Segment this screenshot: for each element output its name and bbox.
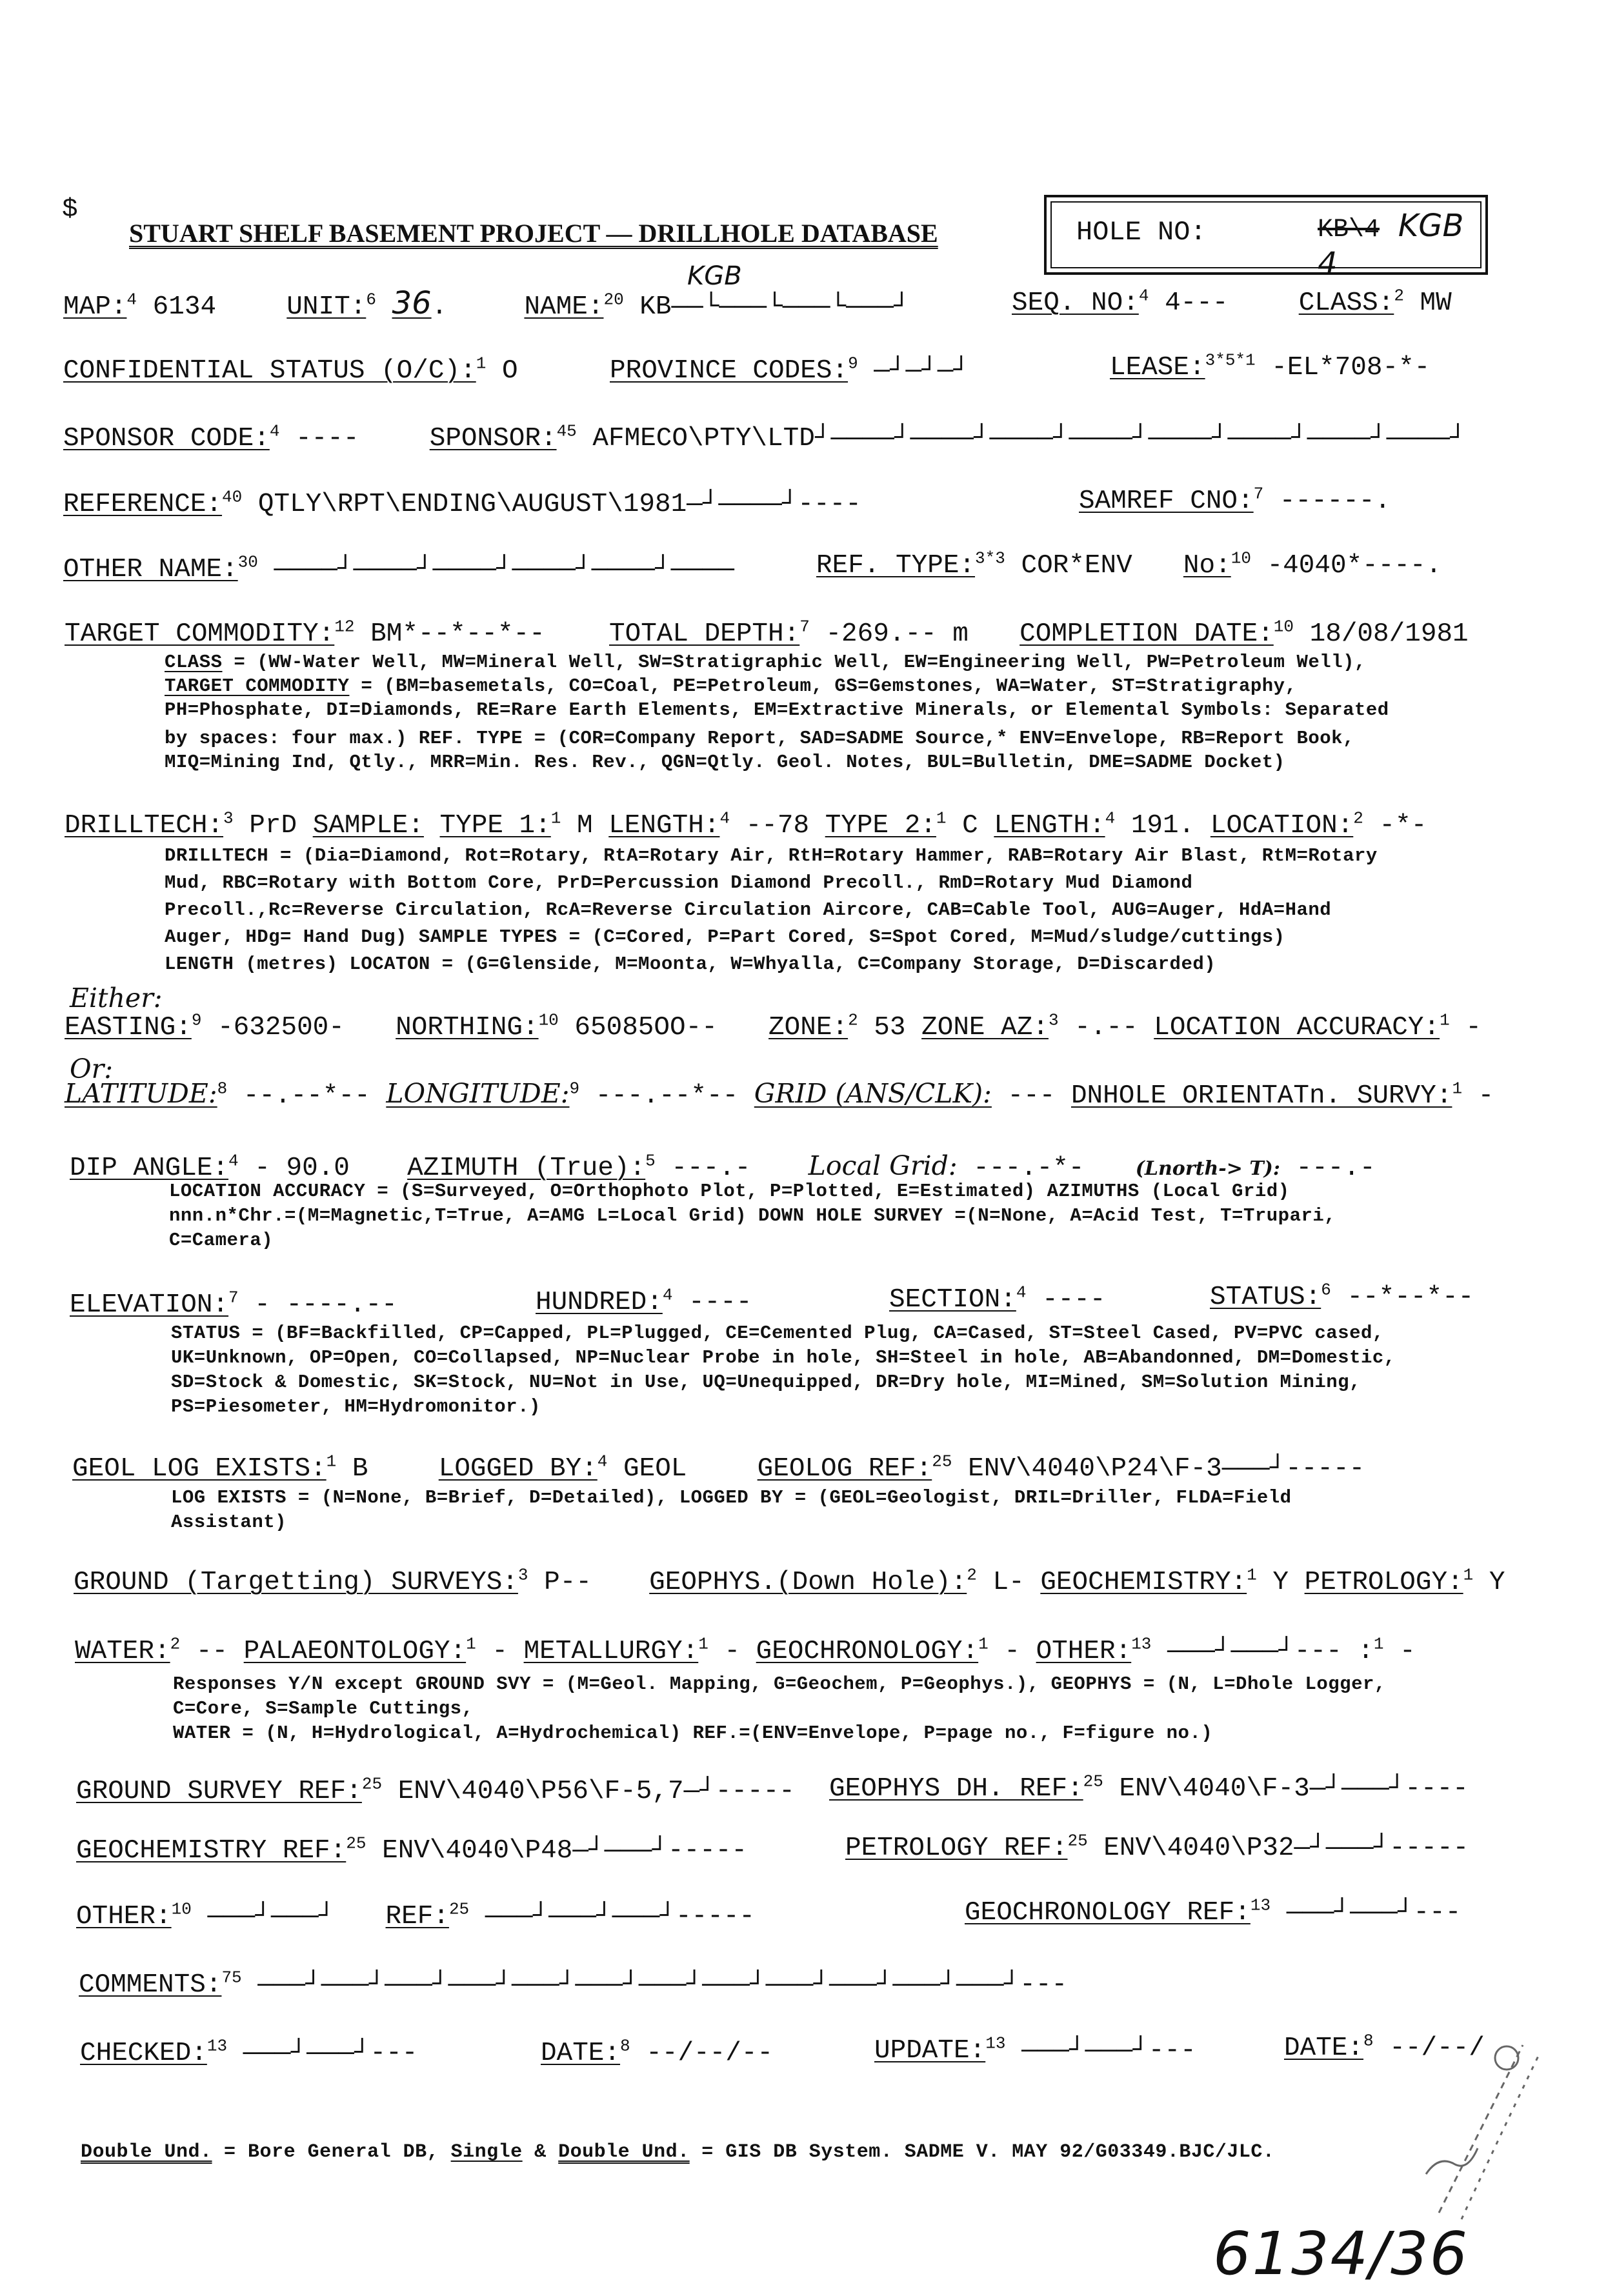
lease-sup: 3*5*1 xyxy=(1205,350,1256,370)
geophys-label: GEOPHYS.(Down Hole): xyxy=(649,1568,967,1597)
legend-line: LENGTH (metres) LOCATON = (G=Glenside, M=Moonta, W=Whyalla, C=Company Storage, D=Discarded) xyxy=(165,953,1216,975)
legend-line: SD=Stock & Domestic, SK=Stock, NU=Not in Use, UQ=Unequipped, DR=Dry hole, MI=Mined, SM=Solution Mining, xyxy=(171,1372,1361,1393)
geophys-dh-ref xyxy=(829,1773,1469,1805)
footer-note xyxy=(81,2141,1274,2164)
seq-sup: 4 xyxy=(1138,286,1149,306)
metallurgy-value: - xyxy=(724,1637,741,1666)
length2-sup: 4 xyxy=(1105,808,1116,828)
logged-by-label: LOGGED BY: xyxy=(438,1454,598,1484)
target-value: BM*--*--*-- xyxy=(370,619,545,649)
province-codes xyxy=(610,355,969,387)
other-value: ———┘———┘--- xyxy=(1167,1637,1342,1666)
map-label: MAP: xyxy=(63,292,127,322)
status-sup: 6 xyxy=(1321,1280,1331,1300)
lease-value: -EL*708-*- xyxy=(1271,353,1431,383)
unit-handwritten: 36 xyxy=(392,285,432,321)
sponsor-value: AFMECO\PTY\LTD┘————┘————┘————┘————┘————┘————┘————┘————┘ xyxy=(592,424,1466,454)
legend-line: LOCATION ACCURACY = (S=Surveyed, O=Orthophoto Plot, P=Plotted, E=Estimated) AZIMUTHS (Local Grid) xyxy=(169,1181,1290,1202)
legend-line: C=Core, S=Sample Cuttings, xyxy=(173,1698,474,1719)
legend-line: Auger, HDg= Hand Dug) SAMPLE TYPES = (C=Cored, P=Part Cored, S=Spot Cored, M=Mud/sludge/cuttings) xyxy=(165,926,1285,948)
location-accuracy-value: - xyxy=(1465,1013,1481,1043)
row-reference xyxy=(63,488,861,521)
geolog-ref-value: ENV\4040\P24\F-3———┘----- xyxy=(968,1454,1365,1484)
petrology-ref-label: PETROLOGY REF: xyxy=(845,1833,1068,1863)
other-sup: 13 xyxy=(1131,1634,1152,1654)
conf-label: CONFIDENTIAL STATUS (O/C): xyxy=(63,356,476,386)
legend-line: DRILLTECH = (Dia=Diamond, Rot=Rotary, RtA=Rotary Air, RtH=Rotary Hammer, RAB=Rotary Air Blast, RtM=Rotary xyxy=(165,845,1378,866)
hundred xyxy=(536,1286,752,1319)
legend-line: = (WW-Water Well, MW=Mineral Well, SW=Stratigraphic Well, EW=Engineering Well, PW=Petroleum Well), xyxy=(222,652,1366,673)
easting-value: -632500- xyxy=(217,1013,345,1043)
prov-label: PROVINCE CODES: xyxy=(610,356,849,386)
geochemistry-ref-sup: 25 xyxy=(346,1833,367,1853)
row-target xyxy=(65,618,1469,650)
either-label: Either: xyxy=(70,983,163,1013)
location-accuracy-sup: 1 xyxy=(1440,1010,1450,1030)
geochronology-label: GEOCHRONOLOGY: xyxy=(756,1637,979,1666)
row-map xyxy=(63,287,910,323)
geophys-dh-ref-sup: 25 xyxy=(1083,1772,1103,1792)
section-label: SECTION: xyxy=(889,1285,1016,1315)
row-drilltech xyxy=(65,810,1427,842)
update-label: UPDATE: xyxy=(874,2036,986,2066)
geochronology-ref-sup: 13 xyxy=(1250,1895,1271,1915)
geochronology-ref-value: ———┘———┘--- xyxy=(1286,1898,1461,1928)
latitude-value: --.--*-- xyxy=(243,1081,370,1111)
longitude-value: ---.--*-- xyxy=(595,1081,739,1111)
length1-label: LENGTH: xyxy=(608,811,720,841)
row-easting xyxy=(65,1012,1481,1044)
dnhole-sup: 1 xyxy=(1452,1079,1463,1099)
legend-line: PS=Piesometer, HM=Hydromonitor.) xyxy=(171,1396,541,1417)
hole-no-value xyxy=(1318,208,1485,284)
status xyxy=(1210,1281,1474,1313)
date1-label: DATE: xyxy=(541,2039,621,2068)
hundred-sup: 4 xyxy=(662,1285,673,1305)
hole-no-label: HOLE NO: xyxy=(1076,217,1207,248)
status-value: --*--*-- xyxy=(1347,1283,1474,1312)
row-map-right xyxy=(1012,287,1452,319)
location-accuracy-label: LOCATION ACCURACY: xyxy=(1154,1013,1440,1043)
sponsor-code-label: SPONSOR CODE: xyxy=(63,424,270,454)
name-sup: 20 xyxy=(603,290,624,310)
section-value: ---- xyxy=(1042,1285,1106,1315)
palaeontology-sup: 1 xyxy=(466,1634,476,1654)
local-grid-value: ---.-*- xyxy=(973,1153,1085,1183)
ground-survey-ref-label: GROUND SURVEY REF: xyxy=(76,1777,362,1806)
checked-label: CHECKED: xyxy=(80,2039,207,2068)
date1 xyxy=(541,2037,773,2070)
legend-line: WATER = (N, H=Hydrological, A=Hydrochemical) REF.=(ENV=Envelope, P=page no., F=figure no.) xyxy=(173,1722,1213,1744)
grid-value: --- xyxy=(1007,1081,1056,1111)
row-comments xyxy=(79,1969,1067,2001)
type1-label: TYPE 1: xyxy=(439,811,551,841)
legend-class xyxy=(165,650,1366,674)
date2-sup: 8 xyxy=(1363,2031,1374,2051)
sponsor-label: SPONSOR: xyxy=(429,424,557,454)
class-label: CLASS: xyxy=(1298,288,1394,318)
other-name-value: ————┘————┘————┘————┘————┘———— xyxy=(274,555,735,584)
completion-sup: 10 xyxy=(1273,617,1294,637)
length2-label: LENGTH: xyxy=(994,811,1105,841)
footer-bore-text: = Bore General DB, xyxy=(212,2141,451,2163)
date-stamp xyxy=(1400,2019,1549,2226)
reference-value: QTLY\RPT\ENDING\AUGUST\1981—┘————┘---- xyxy=(257,490,861,519)
no-label: No: xyxy=(1183,551,1231,581)
geochemistry-sup: 1 xyxy=(1247,1565,1257,1585)
geol-log-sup: 1 xyxy=(326,1452,337,1472)
elevation-value: - ----.-- xyxy=(254,1290,397,1320)
depth-value: -269.-- m xyxy=(825,619,969,649)
comments-value: ———┘———┘———┘———┘———┘———┘———┘———┘———┘———┘———┘———┘--- xyxy=(257,1970,1068,2000)
water-value: -- xyxy=(196,1637,228,1666)
grid-label: GRID (ANS/CLK): xyxy=(754,1078,992,1109)
length1-value: --78 xyxy=(745,811,810,841)
ref-type-label: REF. TYPE: xyxy=(816,551,976,581)
local-grid-label: Local Grid: xyxy=(808,1150,958,1181)
petrology-ref xyxy=(845,1832,1469,1864)
metallurgy-label: METALLURGY: xyxy=(523,1637,699,1666)
longitude-label: LONGITUDE: xyxy=(386,1078,570,1109)
other-ref-value: ———┘———┘ xyxy=(207,1902,335,1932)
hole-no-struck: KB\4 xyxy=(1318,215,1380,245)
comments-label: COMMENTS: xyxy=(79,1970,222,2000)
row-checked xyxy=(80,2037,417,2070)
section-sup: 4 xyxy=(1016,1283,1027,1303)
logged-by-value: GEOL xyxy=(623,1454,687,1484)
ref-type xyxy=(816,550,1441,582)
row-geochemistry-ref xyxy=(76,1835,747,1867)
other-flag-sup: 1 xyxy=(1373,1634,1384,1654)
prov-value: —┘—┘—┘ xyxy=(874,356,969,386)
page-title xyxy=(129,218,938,248)
legend-line: STATUS = (BF=Backfilled, CP=Capped, PL=Plugged, CE=Cemented Plug, CA=Cased, ST=Steel Cased, PV=PVC cased, xyxy=(171,1323,1384,1344)
sponsor-sup: 45 xyxy=(556,421,577,441)
northing-value: 65085OO-- xyxy=(574,1013,718,1043)
date2-value: --/--/ xyxy=(1389,2033,1485,2063)
ground-surveys-sup: 3 xyxy=(517,1565,528,1585)
other-flag-value: - xyxy=(1400,1637,1416,1666)
geochronology-sup: 1 xyxy=(978,1634,989,1654)
type2-sup: 1 xyxy=(936,808,947,828)
ground-surveys-label: GROUND (Targetting) SURVEYS: xyxy=(74,1568,518,1597)
update xyxy=(874,2035,1196,2067)
update-value: ———┘———┘--- xyxy=(1021,2036,1196,2066)
samref-value: ------. xyxy=(1279,486,1391,516)
row-confidential xyxy=(63,355,518,387)
geol-log-label: GEOL LOG EXISTS: xyxy=(72,1454,326,1484)
legend-key: TARGET COMMODITY xyxy=(165,675,350,697)
ground-surveys-value: P-- xyxy=(544,1568,592,1597)
geophys-sup: 2 xyxy=(967,1565,977,1585)
geochemistry-label: GEOCHEMISTRY: xyxy=(1040,1568,1247,1597)
row-ground xyxy=(74,1566,1505,1599)
ref-type-sup: 3*3 xyxy=(975,548,1005,568)
row-sponsor xyxy=(63,423,1466,455)
lease xyxy=(1110,352,1430,384)
date2-label: DATE: xyxy=(1284,2033,1364,2063)
conf-value: O xyxy=(501,356,518,386)
lnorth-label: (Lnorth-> T): xyxy=(1135,1157,1280,1180)
ground-survey-ref-sup: 25 xyxy=(361,1774,383,1794)
legend-line: nnn.n*Chr.=(M=Magnetic,T=True, A=AMG L=Local Grid) DOWN HOLE SURVEY =(N=None, A=Acid Test, T=Trupari, xyxy=(169,1205,1336,1226)
hole-no-handwritten: KGB 4 xyxy=(1318,208,1464,282)
location-label: LOCATION: xyxy=(1210,811,1354,841)
longitude-sup: 9 xyxy=(569,1079,580,1099)
handwritten-file-number: 6134/36 xyxy=(1213,2219,1469,2288)
latitude-label: LATITUDE: xyxy=(65,1078,217,1109)
legend-target xyxy=(165,674,1297,698)
length1-sup: 4 xyxy=(719,808,730,828)
update-sup: 13 xyxy=(985,2033,1006,2053)
other-name-label: OTHER NAME: xyxy=(63,555,238,584)
legend-line: MIQ=Mining Ind, Qtly., MRR=Min. Res. Rev., QGN=Qtly. Geol. Notes, BUL=Bulletin, DME=SADME Docket) xyxy=(165,752,1285,773)
elevation-label: ELEVATION: xyxy=(70,1290,229,1320)
palaeontology-value: - xyxy=(492,1637,508,1666)
elevation-sup: 7 xyxy=(228,1288,239,1308)
hundred-label: HUNDRED: xyxy=(536,1288,663,1317)
dip-label: DIP ANGLE: xyxy=(70,1153,229,1183)
target-label: TARGET COMMODITY: xyxy=(65,619,335,649)
samref-label: SAMREF CNO: xyxy=(1079,486,1254,516)
northing-label: NORTHING: xyxy=(396,1013,539,1043)
unit-tail: . xyxy=(431,292,448,322)
zone-value: 53 xyxy=(874,1013,906,1043)
zone-sup: 2 xyxy=(848,1010,858,1030)
geophys-dh-ref-value: ENV\4040\F-3—┘———┘---- xyxy=(1119,1774,1469,1804)
petrology-value: Y xyxy=(1489,1568,1505,1597)
legend-line: Assistant) xyxy=(171,1512,287,1533)
geophys-value: L- xyxy=(992,1568,1025,1597)
geochronology-ref xyxy=(965,1897,1461,1929)
date1-sup: 8 xyxy=(620,2036,630,2056)
lease-label: LEASE: xyxy=(1110,353,1205,383)
legend-line: PH=Phosphate, DI=Diamonds, RE=Rare Earth Elements, EM=Extractive Minerals, or Elemental Symbols: Separated xyxy=(165,699,1389,721)
row-geol xyxy=(72,1453,1365,1485)
footer-double-und-2: Double Und. xyxy=(558,2141,690,2163)
hundred-value: ---- xyxy=(688,1288,752,1317)
class-sup: 2 xyxy=(1394,286,1404,306)
checked-sup: 13 xyxy=(206,2036,228,2056)
drilltech-value: PrD xyxy=(249,811,297,841)
row-other-name xyxy=(63,554,734,586)
completion-label: COMPLETION DATE: xyxy=(1019,619,1274,649)
samref xyxy=(1079,485,1391,517)
zone-az-value: -.-- xyxy=(1074,1013,1138,1043)
type2-label: TYPE 2: xyxy=(825,811,936,841)
ref-label: REF: xyxy=(385,1902,449,1932)
drilltech-sup: 3 xyxy=(223,808,234,828)
name-value: KB——└———└———└———┘ xyxy=(639,292,910,322)
zone-az-sup: 3 xyxy=(1048,1010,1059,1030)
seq-value: 4--- xyxy=(1165,288,1229,318)
legend-key: CLASS xyxy=(165,652,223,673)
row-latitude xyxy=(65,1077,1494,1112)
footer-double-und: Double Und. xyxy=(81,2141,212,2163)
palaeontology-label: PALAEONTOLOGY: xyxy=(243,1637,467,1666)
map-value: 6134 xyxy=(152,292,217,322)
petrology-sup: 1 xyxy=(1463,1565,1474,1585)
legend-line: Responses Y/N except GROUND SVY = (M=Geol. Mapping, G=Geochem, P=Geophys.), GEOPHYS = (N, L=Dhole Logger, xyxy=(173,1673,1386,1695)
date1-value: --/--/-- xyxy=(646,2039,774,2068)
sponsor-code-value: ---- xyxy=(296,424,359,454)
target-sup: 12 xyxy=(334,617,355,637)
ref-value: ———┘———┘———┘----- xyxy=(485,1902,756,1932)
type2-value: C xyxy=(962,811,978,841)
geochronology-ref-label: GEOCHRONOLOGY REF: xyxy=(965,1898,1250,1928)
reference-label: REFERENCE: xyxy=(63,490,223,519)
petrology-label: PETROLOGY: xyxy=(1304,1568,1463,1597)
footer-gis-text: = GIS DB System. SADME V. MAY 92/G03349.BJC/JLC. xyxy=(689,2141,1275,2163)
no-sup: 10 xyxy=(1230,548,1251,568)
lnorth-value: ---.- xyxy=(1296,1153,1376,1183)
completion-value: 18/08/1981 xyxy=(1309,619,1469,649)
row-ground-survey-ref xyxy=(76,1775,795,1808)
unit-label: UNIT: xyxy=(286,292,367,322)
northing-sup: 10 xyxy=(538,1010,559,1030)
logged-by-sup: 4 xyxy=(597,1452,608,1472)
dnhole-value: - xyxy=(1478,1081,1494,1111)
page-title-text: STUART SHELF BASEMENT PROJECT — DRILLHOLE DATABASE xyxy=(129,219,938,248)
latitude-sup: 8 xyxy=(217,1079,228,1099)
geochemistry-ref-value: ENV\4040\P48—┘———┘----- xyxy=(382,1836,748,1866)
sample-label: SAMPLE: xyxy=(312,811,424,841)
geochemistry-ref-label: GEOCHEMISTRY REF: xyxy=(76,1836,347,1866)
type1-sup: 1 xyxy=(550,808,561,828)
legend-line: LOG EXISTS = (N=None, B=Brief, D=Detailed), LOGGED BY = (GEOL=Geologist, DRIL=Driller, FLDA=Field xyxy=(171,1487,1292,1508)
samref-sup: 7 xyxy=(1253,484,1264,504)
section xyxy=(889,1284,1105,1316)
seq-label: SEQ. NO: xyxy=(1012,288,1139,318)
status-label: STATUS: xyxy=(1210,1283,1321,1312)
no-value: -4040*----. xyxy=(1267,551,1442,581)
footer-amp: & xyxy=(522,2141,559,2163)
conf-sup: 1 xyxy=(476,354,487,374)
map-sup: 4 xyxy=(126,290,137,310)
other-ref-sup: 10 xyxy=(171,1899,192,1919)
unit-sup: 6 xyxy=(366,290,376,310)
easting-sup: 9 xyxy=(191,1010,202,1030)
legend-line: C=Camera) xyxy=(169,1230,274,1251)
row-elevation xyxy=(70,1289,397,1321)
reference-sup: 40 xyxy=(222,487,243,507)
footer-single: Single xyxy=(450,2141,523,2163)
dnhole-label: DNHOLE ORIENTATn. SURVY: xyxy=(1070,1081,1452,1111)
legend-line: by spaces: four max.) REF. TYPE = (COR=Company Report, SAD=SADME Source,* ENV=Envelope, RB=Report Book, xyxy=(165,728,1354,749)
name-label: NAME: xyxy=(524,292,604,322)
other-ref-label: OTHER: xyxy=(76,1902,172,1932)
legend-line: Mud, RBC=Rotary with Bottom Core, PrD=Percussion Diamond Precoll., RmD=Rotary Mud Diamond xyxy=(165,872,1193,893)
zone-label: ZONE: xyxy=(768,1013,849,1043)
geophys-dh-ref-label: GEOPHYS DH. REF: xyxy=(829,1774,1083,1804)
ref-sup: 25 xyxy=(448,1899,470,1919)
water-sup: 2 xyxy=(170,1634,181,1654)
corner-mark: $ xyxy=(62,195,78,225)
geochemistry-value: Y xyxy=(1272,1568,1289,1597)
dip-sup: 4 xyxy=(228,1151,239,1171)
drilltech-label: DRILLTECH: xyxy=(65,811,224,841)
row-other-ref xyxy=(76,1901,755,1933)
water-label: WATER: xyxy=(75,1637,170,1666)
hole-number-box xyxy=(1044,195,1488,282)
or-label: Or: xyxy=(70,1053,114,1084)
location-value: -*- xyxy=(1379,811,1427,841)
sponsor-code-sup: 4 xyxy=(269,421,280,441)
row-water: WATER:$^2$ -- PALAEONTOLOGY:$^1$ - METALLURGY:$^1$ - GEOCHRONOLOGY:$^1$ - OTHER:$^{13}$ ———┘———┘--- :$^1$ - xyxy=(75,1634,1416,1666)
azimuth-value: ---.- xyxy=(671,1153,751,1183)
geol-log-value: B xyxy=(352,1454,368,1484)
petrology-ref-value: ENV\4040\P32—┘———┘----- xyxy=(1103,1833,1469,1863)
other-label: OTHER: xyxy=(1036,1637,1132,1666)
dip-value: - 90.0 xyxy=(254,1153,350,1183)
metallurgy-sup: 1 xyxy=(698,1634,708,1654)
zone-az-label: ZONE AZ: xyxy=(921,1013,1049,1043)
ref-type-value: COR*ENV xyxy=(1021,551,1132,581)
easting-label: EASTING: xyxy=(65,1013,192,1043)
depth-sup: 7 xyxy=(799,617,810,637)
length2-value: 191. xyxy=(1130,811,1195,841)
comments-sup: 75 xyxy=(221,1968,242,1988)
geochronology-value: - xyxy=(1004,1637,1020,1666)
ground-survey-ref-value: ENV\4040\P56\F-5,7—┘----- xyxy=(397,1777,795,1806)
type1-value: M xyxy=(576,811,593,841)
legend-line: = (BM=basemetals, CO=Coal, PE=Petroleum, GS=Gemstones, WA=Water, ST=Stratigraphy, xyxy=(349,675,1297,697)
petrology-ref-sup: 25 xyxy=(1067,1831,1088,1851)
depth-label: TOTAL DEPTH: xyxy=(608,619,800,649)
legend-line: UK=Unknown, OP=Open, CO=Collapsed, NP=Nuclear Probe in hole, SH=Steel in hole, AB=Abandonned, DM=Domestic, xyxy=(171,1347,1396,1368)
location-sup: 2 xyxy=(1353,808,1363,828)
azimuth-label: AZIMUTH (True): xyxy=(407,1153,646,1183)
legend-line: Precoll.,Rc=Reverse Circulation, RcA=Reverse Circulation Aircore, CAB=Cable Tool, AUG=Auger, HdA=Hand xyxy=(165,899,1332,921)
name-handwritten: KGB xyxy=(687,261,742,291)
prov-sup: 9 xyxy=(848,354,858,374)
geolog-ref-sup: 25 xyxy=(932,1452,952,1472)
class-value: MW xyxy=(1420,288,1452,318)
geolog-ref-label: GEOLOG REF: xyxy=(757,1454,932,1484)
azimuth-sup: 5 xyxy=(645,1151,656,1171)
other-name-sup: 30 xyxy=(237,552,258,572)
checked-value: ———┘———┘--- xyxy=(243,2039,418,2068)
